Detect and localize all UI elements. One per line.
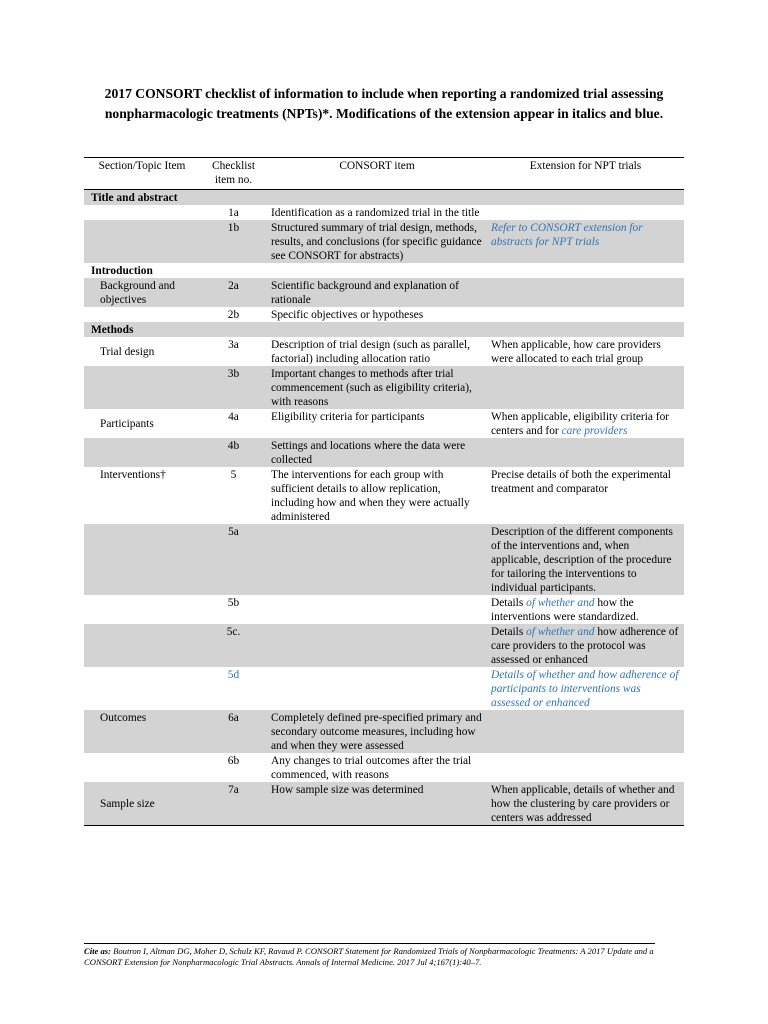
npt-extension-text (487, 438, 684, 467)
table-row (84, 278, 684, 307)
table-row (84, 524, 684, 595)
consort-item-text (267, 524, 487, 595)
item-number: 5a (200, 524, 267, 595)
consort-item-text: Important changes to methods after trial commencement (such as eligibility criteria), with reasons (267, 366, 487, 409)
section-row-methods (84, 322, 684, 337)
header-checklist-no: Checklist item no. (200, 158, 267, 190)
npt-extension-text (487, 307, 684, 322)
item-number: 5c. (200, 624, 267, 667)
npt-extension-text: When applicable, details of whether and how the clustering by care providers or centers was addressed (487, 782, 684, 826)
table-row (84, 220, 684, 263)
header-npt-extension: Extension for NPT trials (487, 158, 684, 190)
npt-extension-text (487, 409, 684, 438)
table-row (84, 753, 684, 782)
table-row (84, 710, 684, 753)
document-title: 2017 CONSORT checklist of information to include when reporting a randomized trial assessing nonpharmacologic treatments (NPTs)*. Modifications of the extension appear in italics and blue. (104, 86, 664, 121)
item-number: 1b (200, 220, 267, 263)
extension-text-plain: how the interventions were standardized. (491, 597, 639, 623)
npt-extension-text (487, 205, 684, 220)
header-consort-item: CONSORT item (267, 158, 487, 190)
npt-extension-text: Details of whether and how adherence of participants to interventions was assessed or enhanced (491, 669, 679, 709)
table-row (84, 667, 684, 710)
consort-item-text (267, 595, 487, 624)
npt-extension-text: Description of the different components of the interventions and, when applicable, description of the procedure for tailoring the interventions to individual participants. (487, 524, 684, 595)
extension-text-plain: Details (491, 626, 527, 638)
extension-text-plain: When applicable, eligibility criteria for centers and for (491, 411, 670, 437)
item-number: 7a (200, 782, 267, 826)
header-section-topic: Section/Topic Item (84, 158, 200, 190)
consort-item-text: Eligibility criteria for participants (271, 411, 425, 423)
topic-label: Sample size (84, 782, 200, 826)
consort-item-text: Structured summary of trial design, methods, results, and conclusions (for specific guidance see CONSORT for abstracts) (267, 220, 487, 263)
consort-item-text: Scientific background and explanation of rationale (267, 278, 487, 307)
table-header-row (84, 158, 684, 190)
table-row (84, 438, 684, 467)
table-row (84, 337, 684, 366)
npt-extension-text (487, 595, 684, 624)
extension-text-modified: of whether and (526, 626, 595, 638)
consort-item-text: Completely defined pre-specified primary and secondary outcome measures, including how and when they were assessed (267, 710, 487, 753)
extension-text-modified: of whether and (526, 597, 595, 609)
section-label: Methods (84, 322, 684, 337)
extension-text-plain: how adherence of care providers to the protocol was assessed or enhanced (491, 626, 679, 666)
consort-item-text: Specific objectives or hypotheses (271, 309, 424, 321)
section-row-introduction (84, 263, 684, 278)
table-row (84, 624, 684, 667)
npt-extension-text: When applicable, how care providers were allocated to each trial group (491, 339, 661, 365)
table-row (84, 366, 684, 409)
citation-text: Boutron I, Altman DG, Moher D, Schulz KF, Ravaud P. CONSORT Statement for Randomized Trials of Nonpharmacologic Treatments: A 2017 Update and a CONSORT Extension for Nonpharmacologic Trial Abstracts. Annals of Internal Medicine. 2017 Jul 4;167(1):40–7. (84, 946, 654, 967)
item-number: 6a (200, 710, 267, 753)
consort-checklist-table (84, 157, 684, 826)
consort-item-text: Settings and locations where the data were collected (267, 438, 487, 467)
extension-text-plain: Details (491, 597, 527, 609)
topic-label: Interventions† (100, 469, 166, 481)
item-number: 3a (228, 339, 239, 351)
section-row-title-abstract (84, 190, 684, 206)
consort-item-text (267, 667, 487, 710)
table-row (84, 595, 684, 624)
extension-text-modified: care providers (561, 425, 628, 437)
table-row (84, 782, 684, 826)
item-number: 4a (228, 411, 239, 423)
topic-label: Background and objectives (84, 278, 200, 307)
npt-extension-text (487, 366, 684, 409)
consort-item-text: How sample size was determined (267, 782, 487, 826)
citation-label: Cite as: (84, 946, 111, 956)
item-number: 5d (227, 669, 240, 681)
consort-item-text (267, 624, 487, 667)
table-row (84, 467, 684, 524)
npt-extension-text (487, 624, 684, 667)
npt-extension-text: Refer to CONSORT extension for abstracts for NPT trials (487, 220, 684, 263)
item-number: 5b (227, 597, 240, 609)
item-number: 3b (200, 366, 267, 409)
npt-extension-text: Precise details of both the experimental treatment and comparator (491, 469, 671, 495)
table-row (84, 307, 684, 322)
item-number: 1a (228, 207, 239, 219)
table-row (84, 205, 684, 220)
item-number: 4b (200, 438, 267, 467)
npt-extension-text (487, 753, 684, 782)
table-row (84, 409, 684, 438)
topic-label: Participants (100, 418, 154, 430)
consort-item-text: Description of trial design (such as parallel, factorial) including allocation ratio (271, 339, 470, 365)
section-label: Introduction (91, 265, 153, 277)
topic-label: Trial design (100, 346, 155, 358)
consort-item-text: Identification as a randomized trial in the title (271, 207, 480, 219)
citation-footer (84, 946, 684, 968)
consort-item-text: The interventions for each group with sufficient details to allow replication, including how and when they were actually administered (271, 469, 470, 523)
consort-item-text: Any changes to trial outcomes after the trial commenced, with reasons (271, 755, 472, 781)
footer-divider (84, 943, 655, 944)
section-label: Title and abstract (84, 190, 684, 206)
item-number: 2b (227, 309, 240, 321)
item-number: 6b (227, 755, 240, 767)
topic-label: Outcomes (84, 710, 200, 753)
item-number: 5 (230, 469, 237, 481)
npt-extension-text (487, 278, 684, 307)
item-number: 2a (200, 278, 267, 307)
npt-extension-text (487, 710, 684, 753)
